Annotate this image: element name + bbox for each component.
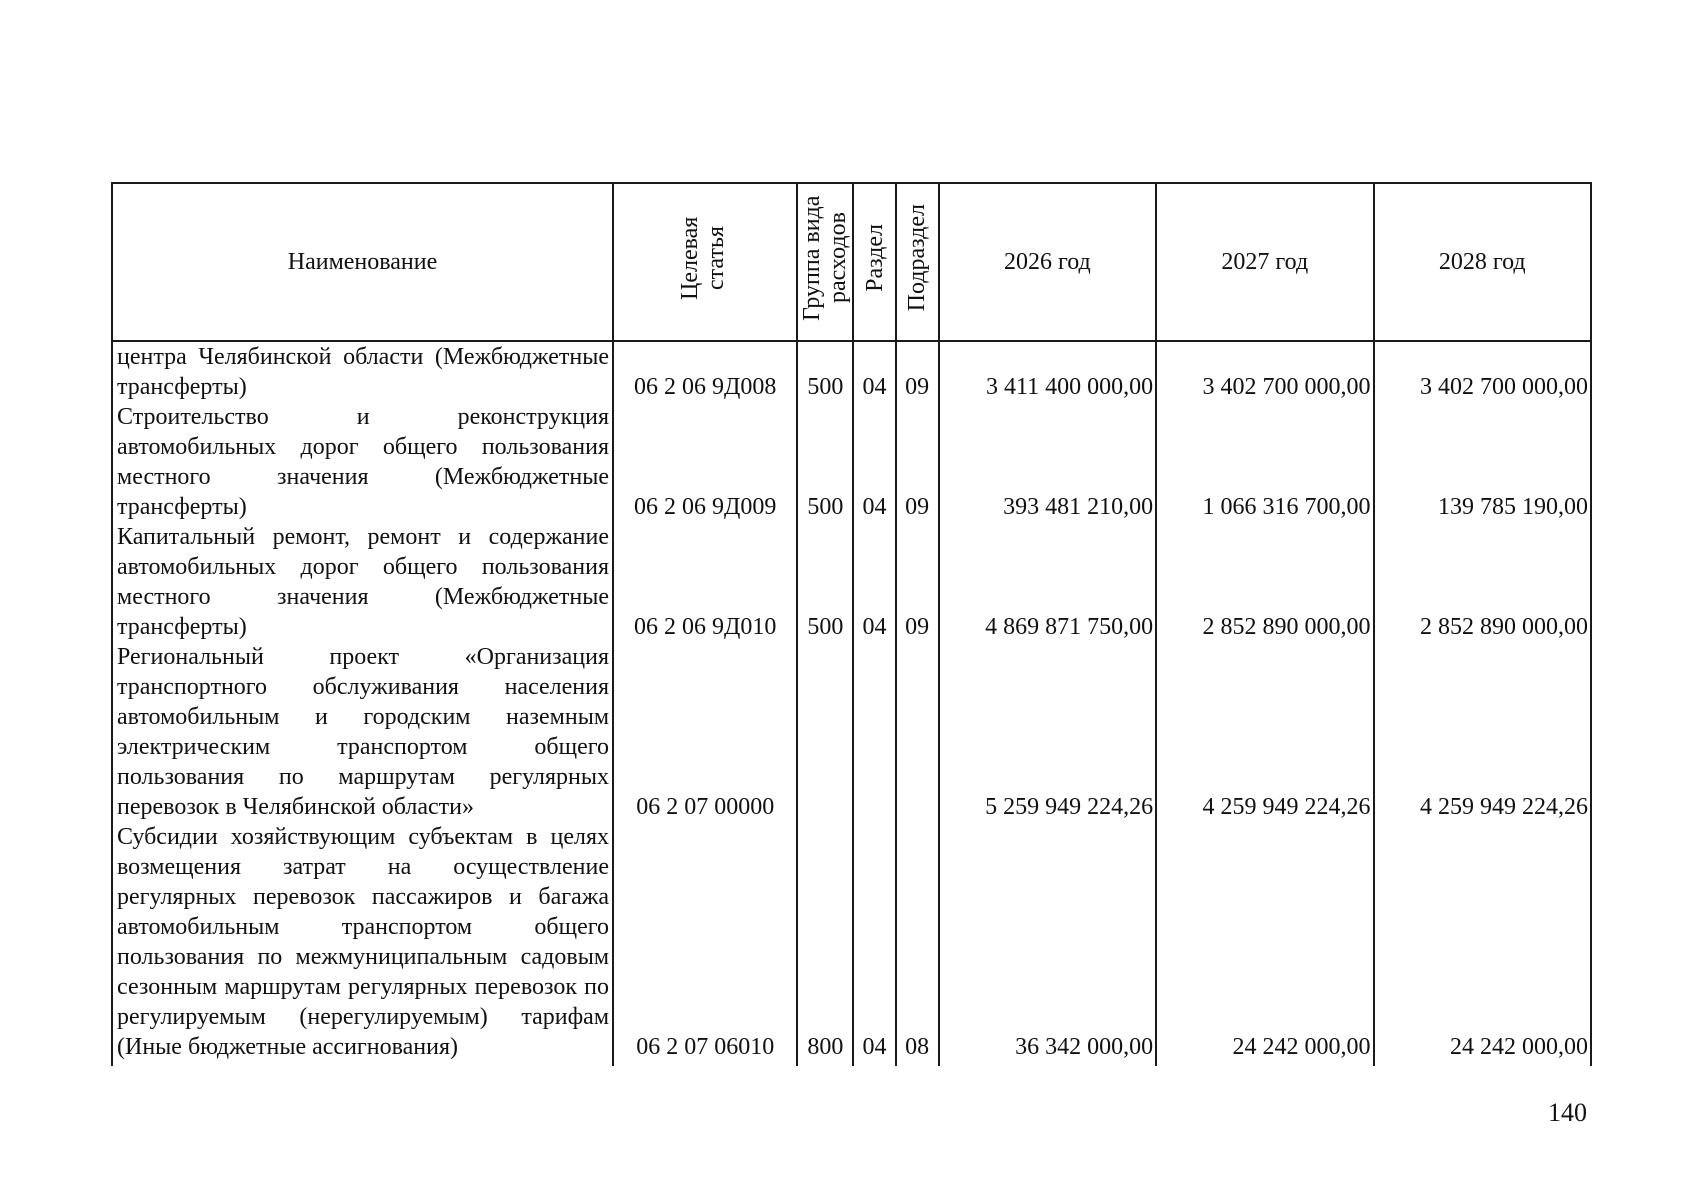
header-year-2027-label: 2027 год	[1221, 249, 1309, 275]
table-row	[112, 402, 1591, 522]
row-section: 04	[853, 822, 895, 1066]
row-target-article: 06 2 07 06010	[613, 822, 797, 1066]
row-subsection: 09	[896, 341, 939, 402]
row-section	[853, 642, 895, 822]
header-section	[853, 183, 895, 341]
row-subsection	[896, 642, 939, 822]
header-target-article-label: Целевая статья	[677, 216, 730, 300]
table-header-row	[112, 183, 1591, 341]
table-row	[112, 341, 1591, 402]
row-section: 04	[853, 522, 895, 642]
header-year-2026-label: 2026 год	[1003, 249, 1091, 275]
row-value-2026: 393 481 210,00	[939, 402, 1156, 522]
row-value-2028: 139 785 190,00	[1374, 402, 1591, 522]
table-row	[112, 522, 1591, 642]
row-target-article: 06 2 06 9Д009	[613, 402, 797, 522]
header-subsection	[896, 183, 939, 341]
row-name: центра Челябинской области (Межбюджетные трансферты)	[112, 341, 613, 402]
row-value-2026: 36 342 000,00	[939, 822, 1156, 1066]
row-value-2027: 2 852 890 000,00	[1156, 522, 1373, 642]
row-target-article: 06 2 07 00000	[613, 642, 797, 822]
row-expense-group	[797, 642, 853, 822]
row-value-2027: 4 259 949 224,26	[1156, 642, 1373, 822]
header-year-2027	[1156, 183, 1373, 341]
header-year-2026	[939, 183, 1156, 341]
row-expense-group: 500	[797, 341, 853, 402]
header-subsection-label: Подраздел	[904, 204, 931, 312]
row-value-2028: 2 852 890 000,00	[1374, 522, 1591, 642]
row-value-2027: 24 242 000,00	[1156, 822, 1373, 1066]
row-subsection: 09	[896, 402, 939, 522]
table-row	[112, 822, 1591, 1066]
row-expense-group: 500	[797, 402, 853, 522]
header-year-2028	[1374, 183, 1591, 341]
row-value-2027: 3 402 700 000,00	[1156, 341, 1373, 402]
row-name: Капитальный ремонт, ремонт и содержание автомобильных дорог общего пользования местного значения (Межбюджетные трансферты)	[112, 522, 613, 642]
row-subsection: 08	[896, 822, 939, 1066]
header-expense-group	[797, 183, 853, 341]
row-expense-group: 500	[797, 522, 853, 642]
row-value-2026: 3 411 400 000,00	[939, 341, 1156, 402]
page-number: 140	[1548, 1098, 1587, 1127]
row-name: Субсидии хозяйствующим субъектам в целях возмещения затрат на осуществление регулярных перевозок пассажиров и багажа автомобильным транспортом общего пользования по межмуниципальным садовым сезонным маршрутам регулярных перевозок по регулируемым (нерегулируемым) тарифам (Иные бюджетные ассигнования)	[112, 822, 613, 1066]
row-value-2026: 4 869 871 750,00	[939, 522, 1156, 642]
row-value-2028: 4 259 949 224,26	[1374, 642, 1591, 822]
row-section: 04	[853, 341, 895, 402]
header-section-label: Раздел	[861, 224, 888, 292]
row-value-2028: 3 402 700 000,00	[1374, 341, 1591, 402]
header-name	[112, 183, 613, 341]
row-value-2026: 5 259 949 224,26	[939, 642, 1156, 822]
header-year-2028-label: 2028 год	[1438, 249, 1526, 275]
row-name: Строительство и реконструкция автомобильных дорог общего пользования местного значения (Межбюджетные трансферты)	[112, 402, 613, 522]
row-target-article: 06 2 06 9Д010	[613, 522, 797, 642]
header-target-article	[613, 183, 797, 341]
row-value-2028: 24 242 000,00	[1374, 822, 1591, 1066]
row-expense-group: 800	[797, 822, 853, 1066]
header-expense-group-label: Группа вида расходов	[799, 195, 852, 321]
row-target-article: 06 2 06 9Д008	[613, 341, 797, 402]
row-name: Региональный проект «Организация транспортного обслуживания населения автомобильным и городским наземным электрическим транспортом общего пользования по маршрутам регулярных перевозок в Челябинской области»	[112, 642, 613, 822]
table-row	[112, 642, 1591, 822]
row-value-2027: 1 066 316 700,00	[1156, 402, 1373, 522]
row-section: 04	[853, 402, 895, 522]
row-subsection: 09	[896, 522, 939, 642]
budget-table	[111, 182, 1592, 1066]
header-name-label: Наименование	[287, 249, 438, 275]
